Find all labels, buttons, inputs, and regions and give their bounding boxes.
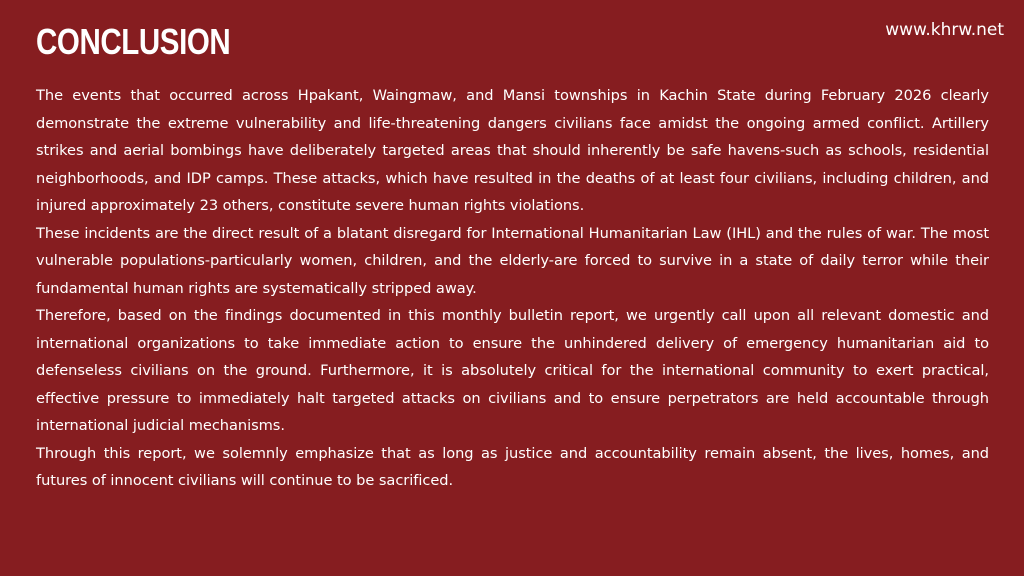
paragraph-closing: Through this report, we solemnly emphasize that as long as justice and accountability remain absent, the lives, homes, and futures of innocent civilians will continue to be sacrificed. (36, 444, 989, 489)
conclusion-body (36, 82, 989, 495)
website-url: www.khrw.net (885, 20, 1004, 40)
paragraph-ihl: These incidents are the direct result of a blatant disregard for International Humanitarian Law (IHL) and the rules of war. The most vulnerable populations-particularly women, children, and the elderly-are forced to survive in a state of daily terror while their fundamental human rights are systematically stripped away. (36, 224, 989, 297)
paragraph-events: The events that occurred across Hpakant, Waingmaw, and Mansi townships in Kachin State during February 2026 clearly demonstrate the extreme vulnerability and life-threatening dangers civilians face amidst the ongoing armed conflict. Artillery strikes and aerial bombings have deliberately targeted areas that should inherently be safe havens-such as schools, residential neighborhoods, and IDP camps. These attacks, which have resulted in the deaths of at least four civilians, including children, and injured approximately 23 others, constitute severe human rights violations. (36, 87, 989, 214)
paragraph-call-to-action: Therefore, based on the findings documented in this monthly bulletin report, we urgently call upon all relevant domestic and international organizations to take immediate action to ensure the unhindered delivery of emergency humanitarian aid to defenseless civilians on the ground. Furthermore, it is absolutely critical for the international community to exert practical, effective pressure to immediately halt targeted attacks on civilians and to ensure perpetrators are held accountable through international judicial mechanisms. (36, 307, 989, 434)
page-title: CONCLUSION (36, 21, 231, 62)
